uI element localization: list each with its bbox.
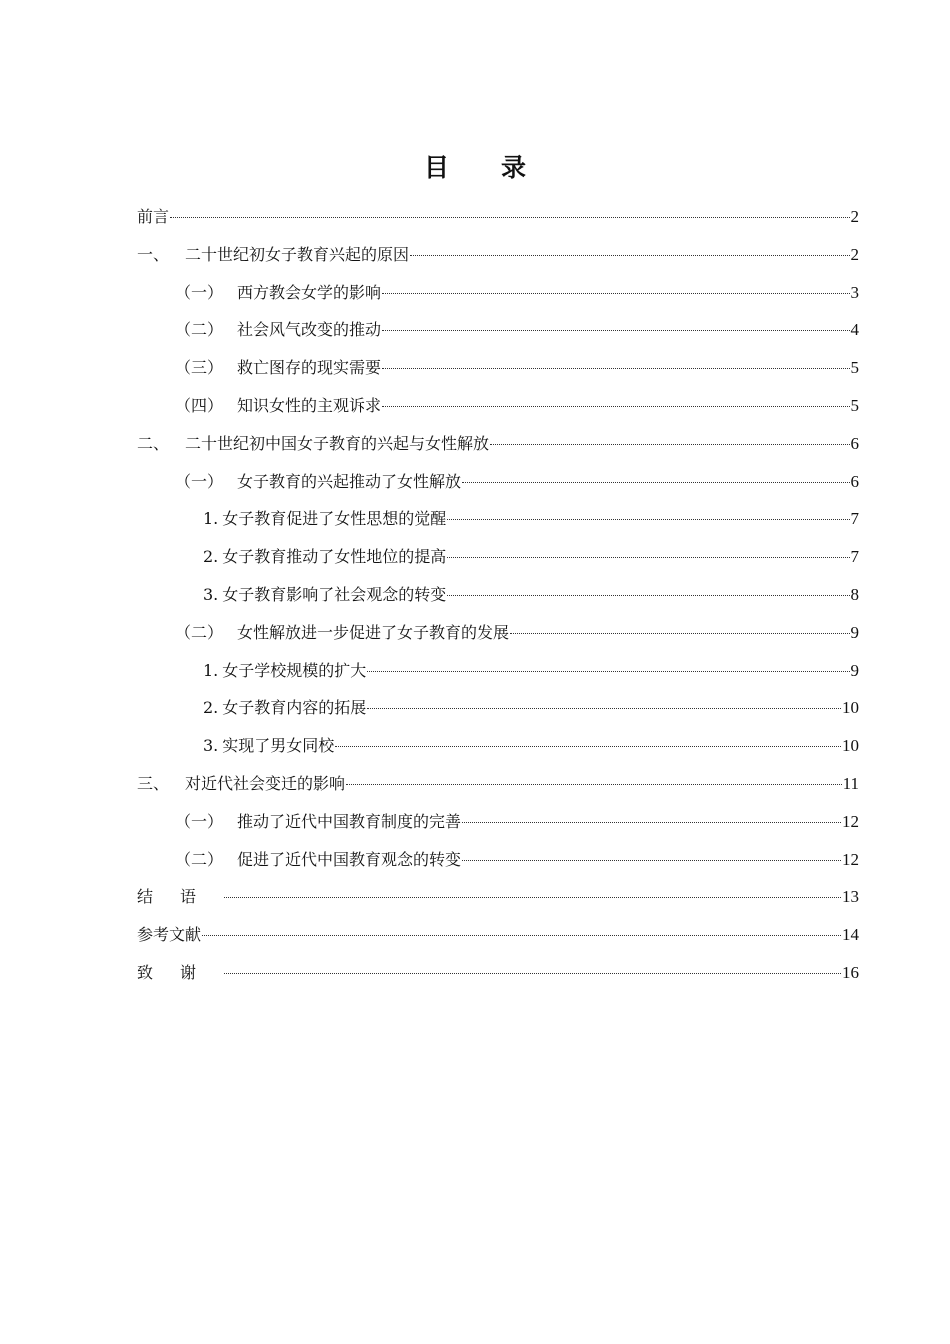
toc-entry-page: 6 [850, 433, 859, 453]
toc-entry-title: 前言 [137, 207, 170, 226]
toc-entry[interactable] [137, 392, 859, 430]
toc-entry-number: 一、 [137, 244, 170, 264]
toc-entry-title: 对近代社会变迁的影响 [185, 773, 346, 793]
toc-entry-title: 女子学校规模的扩大 [222, 660, 367, 680]
toc-entry-number: 1. [203, 509, 219, 529]
toc-entry[interactable] [137, 694, 859, 732]
toc-entry[interactable] [137, 657, 859, 695]
toc-entry-page: 9 [850, 660, 859, 680]
dot-leader [367, 671, 849, 672]
dot-leader [367, 708, 841, 709]
toc-entry-title: 西方教会女学的影响 [237, 282, 382, 302]
dot-leader [346, 784, 842, 785]
toc-entry[interactable] [137, 354, 859, 392]
toc-entry-title: 致谢 [137, 962, 224, 982]
dot-leader [462, 482, 849, 483]
dot-leader [202, 935, 841, 936]
toc-entry-page: 7 [850, 509, 859, 529]
toc-entry-number: （一） [175, 811, 224, 831]
toc-entry[interactable] [137, 505, 859, 543]
toc-entry-page: 6 [850, 471, 859, 491]
toc-entry-page: 10 [842, 698, 859, 718]
dot-leader [382, 368, 849, 369]
toc-entry-page: 8 [850, 584, 859, 604]
dot-leader [382, 293, 849, 294]
toc-entry-number: 3. [203, 584, 219, 604]
toc-entry[interactable] [137, 883, 859, 921]
toc-entry[interactable] [137, 619, 859, 657]
toc-entry-number: 二、 [137, 433, 170, 453]
toc-entry[interactable] [137, 846, 859, 884]
toc-entry-page: 2 [850, 244, 859, 264]
toc-entry-number: （三） [175, 358, 224, 378]
toc-entry[interactable] [137, 241, 859, 279]
toc-entry-number: （四） [175, 395, 224, 415]
toc-entry-number: （二） [175, 849, 224, 869]
toc-entry-title: 结语 [137, 887, 224, 907]
dot-leader [447, 519, 849, 520]
toc-entry-title: 社会风气改变的推动 [237, 320, 382, 340]
toc-entry-title: 推动了近代中国教育制度的完善 [237, 811, 462, 831]
toc-entry-number: 2. [203, 547, 219, 567]
toc-entry-title: 女子教育促进了女性思想的觉醒 [222, 509, 447, 529]
toc-entry[interactable] [137, 770, 859, 808]
toc-entry[interactable] [137, 543, 859, 581]
toc-entry-title: 女子教育的兴起推动了女性解放 [237, 471, 462, 491]
toc-entry-title: 二十世纪初中国女子教育的兴起与女性解放 [185, 433, 490, 453]
toc-entry[interactable] [137, 203, 859, 241]
toc-entry[interactable] [137, 959, 859, 997]
toc-entry[interactable] [137, 808, 859, 846]
dot-leader [490, 444, 849, 445]
toc-entry[interactable] [137, 921, 859, 959]
toc-entry-title: 实现了男女同校 [222, 736, 335, 756]
toc-entry-page: 4 [850, 320, 859, 340]
toc-entry-title: 知识女性的主观诉求 [237, 395, 382, 415]
toc-entry[interactable] [137, 468, 859, 506]
toc-entry-page: 11 [842, 773, 859, 793]
toc-entry-page: 16 [842, 962, 859, 982]
toc-entry-title: 女子教育内容的拓展 [222, 698, 367, 718]
toc-entry-title: 女子教育推动了女性地位的提高 [222, 547, 447, 567]
toc-heading [0, 148, 950, 184]
toc-entry-title: 促进了近代中国教育观念的转变 [237, 849, 462, 869]
toc-entry[interactable] [137, 316, 859, 354]
toc-entry-page: 2 [850, 207, 859, 226]
heading-char: 目 [423, 153, 449, 182]
toc-entry-title: 救亡图存的现实需要 [237, 358, 382, 378]
dot-leader [382, 330, 849, 331]
heading-char: 录 [501, 153, 527, 182]
toc-entry-number: （一） [175, 282, 224, 302]
toc-entry-page: 5 [850, 395, 859, 415]
toc-entry-number: （一） [175, 471, 224, 491]
toc-entry-number: 3. [203, 736, 219, 756]
toc-entry-page: 12 [842, 811, 859, 831]
toc-entry-title: 二十世纪初女子教育兴起的原因 [185, 244, 410, 264]
toc-entry-page: 5 [850, 358, 859, 378]
dot-leader [170, 217, 849, 218]
dot-leader [510, 633, 849, 634]
toc-entry-number: 2. [203, 698, 219, 718]
toc-entry-number: （二） [175, 622, 224, 642]
toc-entry-number: 1. [203, 660, 219, 680]
dot-leader [224, 973, 841, 974]
toc-entry[interactable] [137, 732, 859, 770]
toc-entry[interactable] [137, 581, 859, 619]
toc-entry-page: 14 [842, 925, 859, 945]
toc-entry[interactable] [137, 279, 859, 317]
dot-leader [462, 860, 841, 861]
toc-entry-page: 3 [850, 282, 859, 302]
dot-leader [447, 595, 849, 596]
dot-leader [462, 822, 841, 823]
toc-entry-page: 9 [850, 622, 859, 642]
toc-entry-number: 三、 [137, 773, 170, 793]
toc-entry-title: 参考文献 [137, 925, 202, 945]
toc-entry-title: 女性解放进一步促进了女子教育的发展 [237, 622, 510, 642]
toc-entry-title: 女子教育影响了社会观念的转变 [222, 584, 447, 604]
toc-entry-page: 7 [850, 547, 859, 567]
dot-leader [335, 746, 841, 747]
toc-entry-number: （二） [175, 320, 224, 340]
toc-entry-page: 13 [842, 887, 859, 907]
toc-entry[interactable] [137, 430, 859, 468]
toc-entry-page: 12 [842, 849, 859, 869]
dot-leader [224, 897, 841, 898]
toc-entry-page: 10 [842, 736, 859, 756]
dot-leader [382, 406, 849, 407]
table-of-contents [137, 203, 859, 997]
dot-leader [410, 255, 849, 256]
dot-leader [447, 557, 849, 558]
